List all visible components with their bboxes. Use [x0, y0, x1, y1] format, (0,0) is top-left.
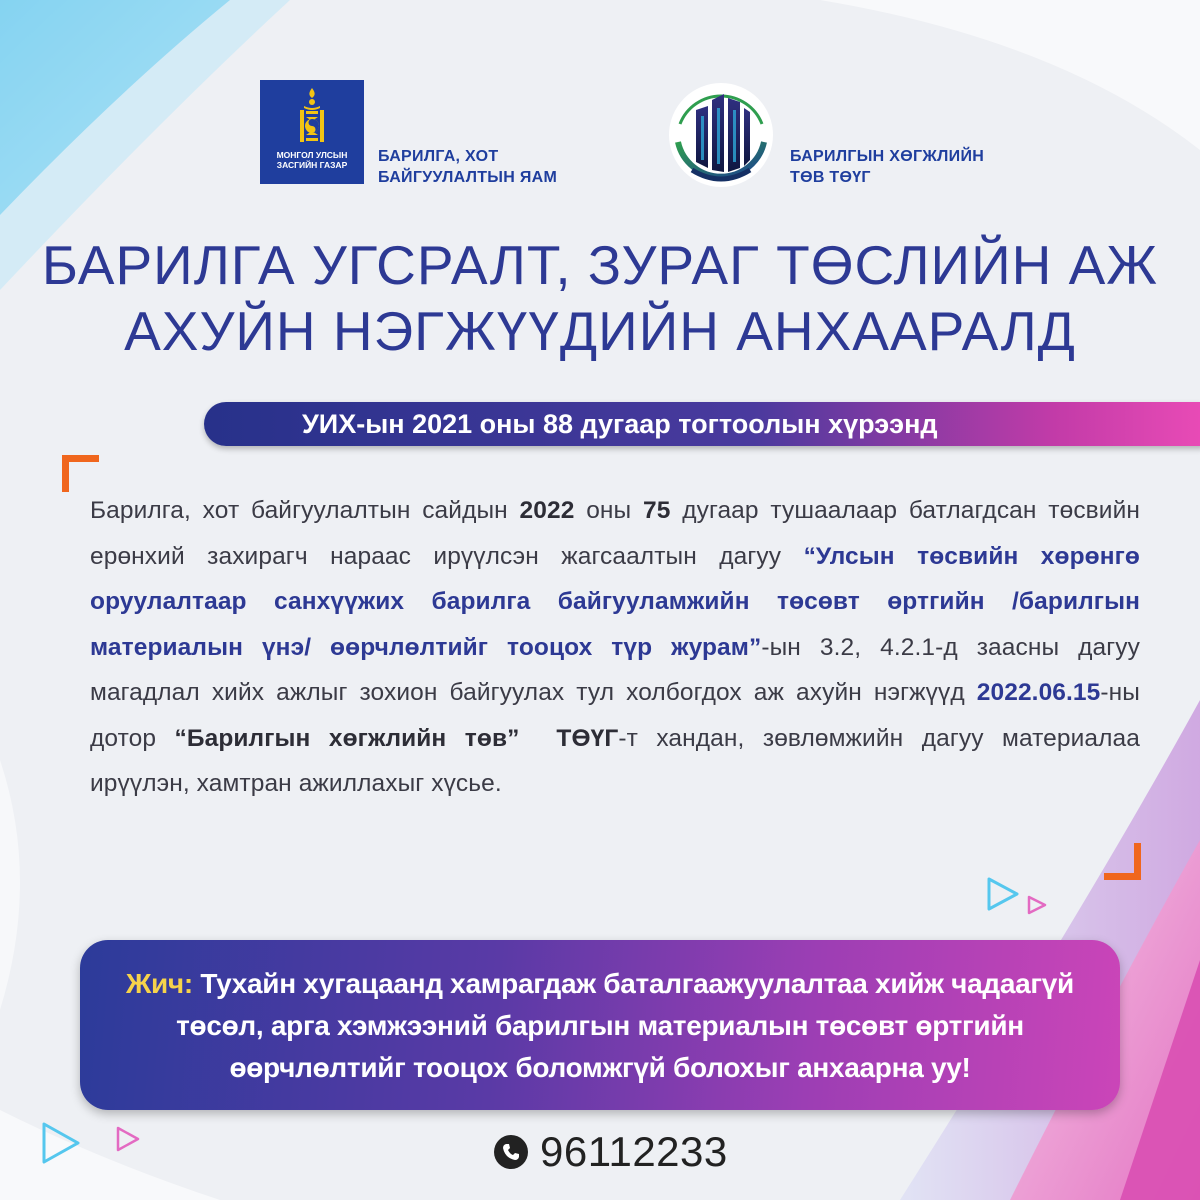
note-text [120, 963, 1080, 1089]
note-box [80, 940, 1120, 1110]
order-number: 75 [643, 497, 671, 524]
center-abbreviation: ТӨҮГ [556, 724, 619, 752]
procedure-name: “Улсын төсвийн хөрөнгө оруулалтаар санхүүжих барилга байгууламжийн төсөвт өртгийн /барилгын материалын үнэ/ өөрчлөлтийг тооцох түр журам” [90, 542, 1140, 661]
body-text: дугаар тушаалаар батлагдсан төсвийн ерөнхий захирагч нараас ирүүлсэн жагсаалтын дагуу [90, 497, 1140, 570]
government-logo [260, 80, 364, 184]
body-text: -т хандан, зөвлөмжийн дагуу материалаа ирүүлэн, хамтран ажиллахыг хүсье. [90, 724, 1140, 797]
note-lead: Жич: [126, 968, 193, 999]
note-body: Тухайн хугацаанд хамрагдаж баталгаажуулалтаа хийж чадаагүй төсөл, арга хэмжээний барилгын материалын төсөвт өртгийн өөрчлөлтийг тооцох боломжгүй болохыг анхаарна уу! [176, 968, 1074, 1083]
ministry-label: БАРИЛГА, ХОТ БАЙГУУЛАЛТЫН ЯАМ [378, 148, 558, 186]
body-text [519, 725, 556, 752]
government-logo-caption: МОНГОЛ УЛСЫН ЗАСГИЙН ГАЗАР [276, 150, 348, 170]
resolution-banner [204, 402, 1200, 446]
deadline-date: 2022.06.15 [976, 679, 1101, 706]
order-year: 2022 [519, 497, 575, 524]
body-text: Барилга, хот байгуулалтын сайдын [90, 497, 520, 524]
corner-bracket-top-left [62, 455, 99, 492]
body-text: -ны дотор [90, 679, 1140, 752]
contact-phone [494, 1128, 728, 1176]
phone-icon [494, 1135, 528, 1169]
page-title: БАРИЛГА УГСРАЛТ, ЗУРАГ ТӨСЛИЙН АЖ АХУЙН НЭГЖҮҮДИЙН АНХААРАЛД [41, 234, 1159, 362]
center-label: БАРИЛГЫН ХӨГЖЛИЙН ТӨВ ТӨҮГ [790, 148, 985, 186]
banner-text: УИХ-ын 2021 оны 88 дугаар тогтоолын хүрээнд [302, 409, 938, 439]
phone-number[interactable]: 96112233 [540, 1128, 728, 1175]
center-name: “Барилгын хөгжлийн төв” [174, 724, 520, 752]
soyombo-emblem [292, 86, 332, 148]
announcement-paragraph [90, 488, 1140, 807]
body-text: оны [574, 497, 644, 524]
body-text: -ын 3.2, 4.2.1-д заасны дагуу магадлал хийх ажлыг зохион байгуулах тул холбогдох аж ахуйн нэгжүүд [90, 633, 1141, 706]
triangle-decoration-right [985, 875, 1055, 925]
triangle-decoration-left [40, 1118, 160, 1178]
corner-bracket-bottom-right [1104, 843, 1141, 880]
construction-center-logo [666, 80, 776, 190]
